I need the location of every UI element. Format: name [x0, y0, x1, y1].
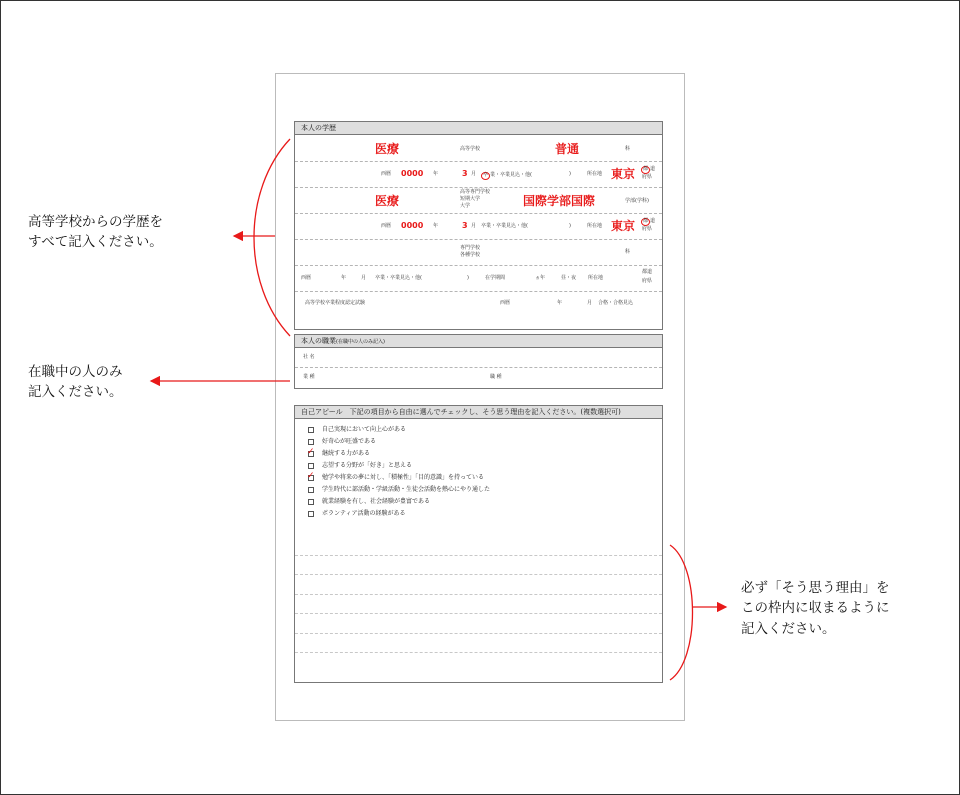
- appeal-checkbox-label: 勉学や将来の夢に対し、「積極性」「目的意識」を持っている: [322, 474, 485, 481]
- reason-note-line2: この枠内に収まるように: [741, 600, 890, 617]
- highschool-department[interactable]: 普通: [555, 142, 580, 156]
- appeal-checkbox-label: 学生時代に部活動・学級活動・生徒会活動を熱心にやり通した: [322, 486, 491, 493]
- faculty-suffix: 学部(学科): [625, 198, 649, 204]
- graduation-status-options-3[interactable]: 卒業・卒業見込・他(: [375, 275, 422, 281]
- location-label-3: 所在地: [588, 275, 604, 281]
- nen-label-3: 年: [341, 275, 347, 281]
- vocational-type-line2: 各種学校: [460, 252, 481, 258]
- to-circle-mark-2: 都: [643, 218, 649, 224]
- nen-label-4: 年: [557, 300, 563, 306]
- grad-month[interactable]: 3: [462, 169, 468, 178]
- todo-rest-2: 道: [650, 218, 656, 224]
- appeal-checkbox-label: ボランティア活動の経験がある: [322, 510, 406, 517]
- pass-status-options[interactable]: 合格・合格見込: [598, 300, 634, 306]
- nen-label: 年: [433, 171, 439, 177]
- university-type-line3: 大学: [460, 203, 471, 209]
- appeal-checkbox-label: 継続する力がある: [322, 450, 371, 457]
- location-label-2: 所在地: [587, 223, 603, 229]
- location-label: 所在地: [587, 171, 603, 177]
- nen-label-2: 年: [433, 223, 439, 229]
- graduation-status-rest: 業・卒業見込・他(: [490, 172, 532, 178]
- fuken-label-2: 府県: [642, 226, 653, 232]
- paren-close-2: ): [569, 223, 571, 229]
- todo-label-3: 都道: [642, 269, 653, 275]
- reason-note-line1: 必ず「そう思う理由」を: [741, 580, 890, 596]
- gatsu-label-2: 月: [471, 223, 477, 229]
- checkmark-icon: ✓: [307, 447, 315, 457]
- gatsu-label: 月: [471, 171, 477, 177]
- grad-month-2[interactable]: 3: [462, 221, 468, 230]
- job-note-line1: 在職中の人のみ: [28, 364, 123, 380]
- graduation-status-pre-2: 卒: [481, 223, 487, 229]
- self-appeal-title: 自己アピール 下記の項目から自由に選んでチェックし、そう思う理由を記入ください。(複数選択可): [295, 406, 662, 419]
- seireki-label-2: 西暦: [381, 223, 392, 229]
- fuken-label-3: 府県: [642, 278, 653, 284]
- education-bracket-curve: [254, 139, 290, 336]
- university-type-line1: 高等専門学校: [460, 189, 491, 195]
- years-label: ヵ年: [535, 275, 546, 281]
- appeal-checkbox-label: 自己実現において向上心がある: [322, 426, 407, 433]
- appeal-checkbox-label: 就業経験を有し、社会経験が豊富である: [322, 498, 431, 505]
- education-section-title: 本人の学歴: [295, 122, 662, 135]
- highschool-name[interactable]: 医療: [375, 142, 400, 156]
- vocational-ka-label: 科: [625, 249, 631, 255]
- reason-bracket-curve: [670, 545, 693, 680]
- day-night-options[interactable]: 昼・夜: [561, 275, 577, 281]
- graduated-circle-mark: 卒: [483, 172, 489, 178]
- highschool-type-label: 高等学校: [460, 146, 481, 152]
- gatsu-label-4: 月: [587, 300, 593, 306]
- school-prefecture[interactable]: 東京: [611, 167, 636, 181]
- to-circle-mark: 都: [643, 166, 649, 172]
- graduation-status-rest-2: 業・卒業見込・他(: [486, 223, 528, 229]
- job-note-line2: 記入ください。: [28, 384, 123, 401]
- education-note-line2: すべて記入ください。: [28, 234, 163, 251]
- certification-exam-label: 高等学校卒業程度認定試験: [305, 300, 366, 306]
- school-prefecture-2[interactable]: 東京: [611, 219, 636, 233]
- gatsu-label-3: 月: [361, 275, 367, 281]
- job-title-text: 本人の職業: [301, 337, 336, 345]
- study-period-label: 在学期間: [485, 275, 506, 281]
- grad-year-2[interactable]: 0000: [401, 221, 424, 230]
- university-department[interactable]: 国際学部国際: [523, 194, 596, 208]
- education-note-line1: 高等学校からの学歴を: [28, 214, 163, 230]
- vocational-type-line1: 専門学校: [460, 245, 481, 251]
- university-name[interactable]: 医療: [375, 194, 400, 208]
- appeal-checkbox-label: 志望する分野が「好き」と思える: [322, 462, 413, 469]
- grad-year[interactable]: 0000: [401, 169, 424, 178]
- seireki-label: 西暦: [381, 171, 392, 177]
- todo-rest: 道: [650, 166, 656, 172]
- paren-close-3: ): [467, 275, 469, 281]
- job-title-note: (在職中の人のみ記入): [336, 339, 385, 345]
- fuken-label: 府県: [642, 174, 653, 180]
- checkmark-icon: ✓: [307, 471, 315, 481]
- seireki-label-3: 西暦: [301, 275, 312, 281]
- industry-label: 業 種: [303, 374, 315, 380]
- highschool-ka-label: 科: [625, 146, 631, 152]
- university-type-line2: 短期大学: [460, 196, 481, 202]
- company-name-label: 社 名: [303, 354, 315, 360]
- position-label: 職 種: [490, 374, 502, 380]
- paren-close: ): [569, 171, 571, 177]
- appeal-checkbox-label: 好奇心が旺盛である: [322, 438, 377, 445]
- seireki-label-4: 西暦: [500, 300, 511, 306]
- reason-note-line3: 記入ください。: [741, 620, 836, 637]
